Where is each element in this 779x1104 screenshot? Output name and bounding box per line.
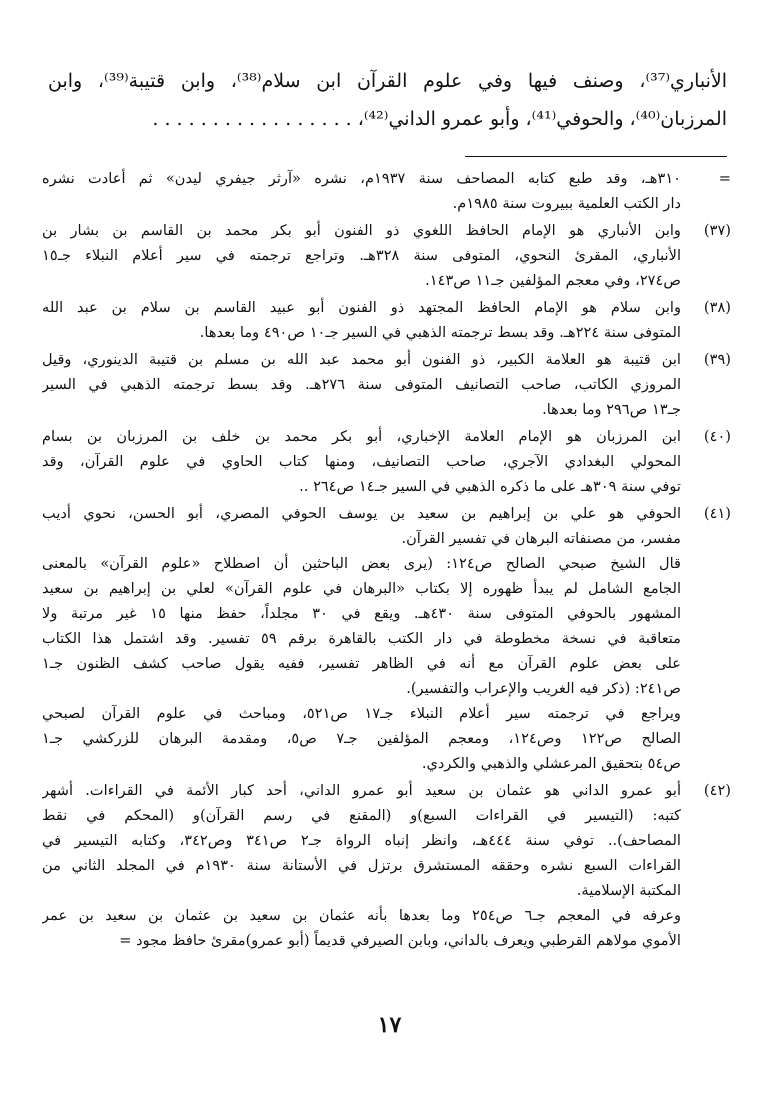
footnote <box>42 218 731 293</box>
footnote-line: المتوفى سنة ٢٢٤هـ. وقد بسط ترجمته الذهبي في السير جـ١٠ ص٤٩٠ وما بعدها. <box>199 324 681 341</box>
footnote <box>42 166 731 216</box>
footnote-paragraph <box>42 424 681 499</box>
footnote-line: المشهور بالحوفي المتوفى سنة ٤٣٠هـ. ويقع في ٣٠ مجلداً، حفظ منها ١٥ غير مرتبة ولا <box>42 605 681 622</box>
footnote <box>42 424 731 499</box>
footnote-paragraph <box>42 903 681 953</box>
footnote-line: ويراجع في ترجمته سير أعلام النبلاء جـ١٧ ص٥٢١، ومباحث في علوم القرآن لصبحي <box>42 705 681 722</box>
footnote-paragraph <box>42 501 681 551</box>
footnote-paragraph <box>42 166 681 216</box>
footnote-number: (٤٠) <box>703 428 731 445</box>
footnote-line: دار الكتب العلمية ببيروت سنة ١٩٨٥م. <box>452 195 681 212</box>
footnote <box>42 295 731 345</box>
footnote-line: المروزي الكاتب، صاحب التصانيف المتوفى سنة ٢٧٦هـ. وقد بسط ترجمته الذهبي في السير <box>42 376 681 393</box>
footnote-number: (٣٧) <box>703 222 731 239</box>
footnote-line: المصاحف).. توفي سنة ٤٤٤هـ، وانظر إنباه الرواة جـ٢ ص٣٤١ وص٣٤٢، وكتابه التيسير في <box>42 832 681 849</box>
footnote-line: ابن المرزبان هو الإمام العلامة الإخباري، أبو بكر محمد بن خلف بن المرزبان بن بسام <box>42 428 681 445</box>
footnote-line: المكتبة الإسلامية. <box>576 882 681 899</box>
footnote-line: كتبه: (التيسير في القراءات السبع)و (المقنع في رسم القرآن)و (المحكم في نقط <box>42 807 681 824</box>
footnote-line: على بعض علوم القرآن مع أنه في الظاهر تفسير، ففيه يقول صاحب كشف الظنون جـ١ <box>42 655 681 672</box>
footnote-number: = <box>718 170 731 187</box>
footnote <box>42 347 731 422</box>
footnote-paragraph <box>42 347 681 422</box>
footnote-line: القراءات السبع نشره وحققه المستشرق برتزل في الأستانة سنة ١٩٣٠م في المجلد الثاني من <box>42 857 681 874</box>
footnote-line: الحوفي هو علي بن إبراهيم بن سعيد بن يوسف الحوفي المصري، أبو الحسن، نحوي أديب <box>42 505 681 522</box>
footnote-line: مفسر، من مصنفاته البرهان في تفسير القرآن. <box>401 530 681 547</box>
page-number: ١٧ <box>377 1012 402 1038</box>
footnote-line: الجامع الشامل لم يبدأ ظهوره إلا بكتاب «البرهان في علوم القرآن» لعلي بن إبراهيم بن سعيد <box>42 580 681 597</box>
footnote-line: جـ١٣ ص٢٩٦ وما بعدها. <box>542 401 681 418</box>
footnote-number: (٣٩) <box>703 351 731 368</box>
footnote-line: وعرفه في المعجم جـ٦ ص٢٥٤ وما بعدها بأنه عثمان بن سعيد بن عثمان بن سعيد بن عمر <box>42 907 681 924</box>
footnote-line: الصالح ص١٢٢ وص١٢٤، ومعجم المؤلفين جـ٧ ص٥، ومقدمة البرهان للزركشي جـ١ <box>42 730 681 747</box>
footnote-paragraph <box>42 295 681 345</box>
footnote-line: الأموي مولاهم القرطبي ويعرف بالداني، وبابن الصيرفي قديماً (أبو عمرو)مقرئ حافظ مجود = <box>119 932 681 949</box>
footnote-line: ٣١٠هـ، وقد طبع كتابه المصاحف سنة ١٩٣٧م، نشره «آرثر جيفري ليدن» ثم أعادت نشره <box>42 170 681 187</box>
footnote-paragraph <box>42 551 681 701</box>
footnote-line: الأنباري، المقرئ النحوي، المتوفى سنة ٣٢٨هـ. وتراجع ترجمته في سير أعلام النبلاء جـ١٥ <box>42 247 681 264</box>
footnote-line: وابن سلام هو الإمام الحافظ المجتهد ذو الفنون أبو عبيد القاسم بن سلام بن عبد الله <box>42 299 681 316</box>
footnote-line: ابن قتيبة هو العلامة الكبير، ذو الفنون أبو محمد عبد الله بن مسلم بن قتيبة الدينوري، وقيل <box>42 351 681 368</box>
footnote-line: وابن الأنباري هو الإمام الحافظ اللغوي ذو الفنون أبو بكر محمد بن القاسم بن بشار بن <box>42 222 681 239</box>
main-text <box>48 62 727 138</box>
footnote <box>42 778 731 953</box>
footnote-line: ص٢٤١: (ذكر فيه الغريب والإعراب والتفسير). <box>406 680 681 697</box>
footnote-paragraph <box>42 701 681 776</box>
footnote-line: قال الشيخ صبحي الصالح ص١٢٤: (يرى بعض الباحثين أن اصطلاح «علوم القرآن» بالمعنى <box>42 555 681 572</box>
footnotes <box>42 166 731 955</box>
footnote-line: ص٢٧٤، وفي معجم المؤلفين جـ١١ ص١٤٣. <box>425 272 681 289</box>
footnote-line: المحولي البغدادي الآجري، صاحب التصانيف، ومنها كتاب الحاوي في علوم القرآن، وقد <box>42 453 681 470</box>
main-text-line: الأنباري⁽³⁷⁾، وصنف فيها وفي علوم القرآن ابن سلام⁽³⁸⁾، وابن قتيبة⁽³⁹⁾، وابن <box>48 70 727 92</box>
footnote-line: ص٥٤ بتحقيق المرعشلي والذهبي والكردي. <box>421 755 681 772</box>
footnote-line: متعاقبة في نسخة مخطوطة في دار الكتب بالقاهرة برقم ٥٩ تفسير. وقد اشتمل هذا الكتاب <box>42 630 681 647</box>
footnote-line: أبو عمرو الداني هو عثمان بن سعيد أبو عمرو الداني، أحد كبار الأئمة في القراءات. أشهر <box>42 782 681 799</box>
main-text-line: المرزبان⁽⁴⁰⁾، والحوفي⁽⁴¹⁾، وأبو عمرو الداني⁽⁴²⁾، . . . . . . . . . . . . . . . . . <box>152 108 727 130</box>
footnote-number: (٣٨) <box>703 299 731 316</box>
footnote-paragraph <box>42 218 681 293</box>
footnote <box>42 501 731 776</box>
footnote-paragraph <box>42 778 681 903</box>
footnote-line: توفي سنة ٣٠٩هـ على ما ذكره الذهبي في السير جـ١٤ ص٢٦٤ .. <box>299 478 681 495</box>
footnote-number: (٤٢) <box>703 782 731 799</box>
footnote-separator <box>465 156 727 157</box>
footnote-number: (٤١) <box>703 505 731 522</box>
